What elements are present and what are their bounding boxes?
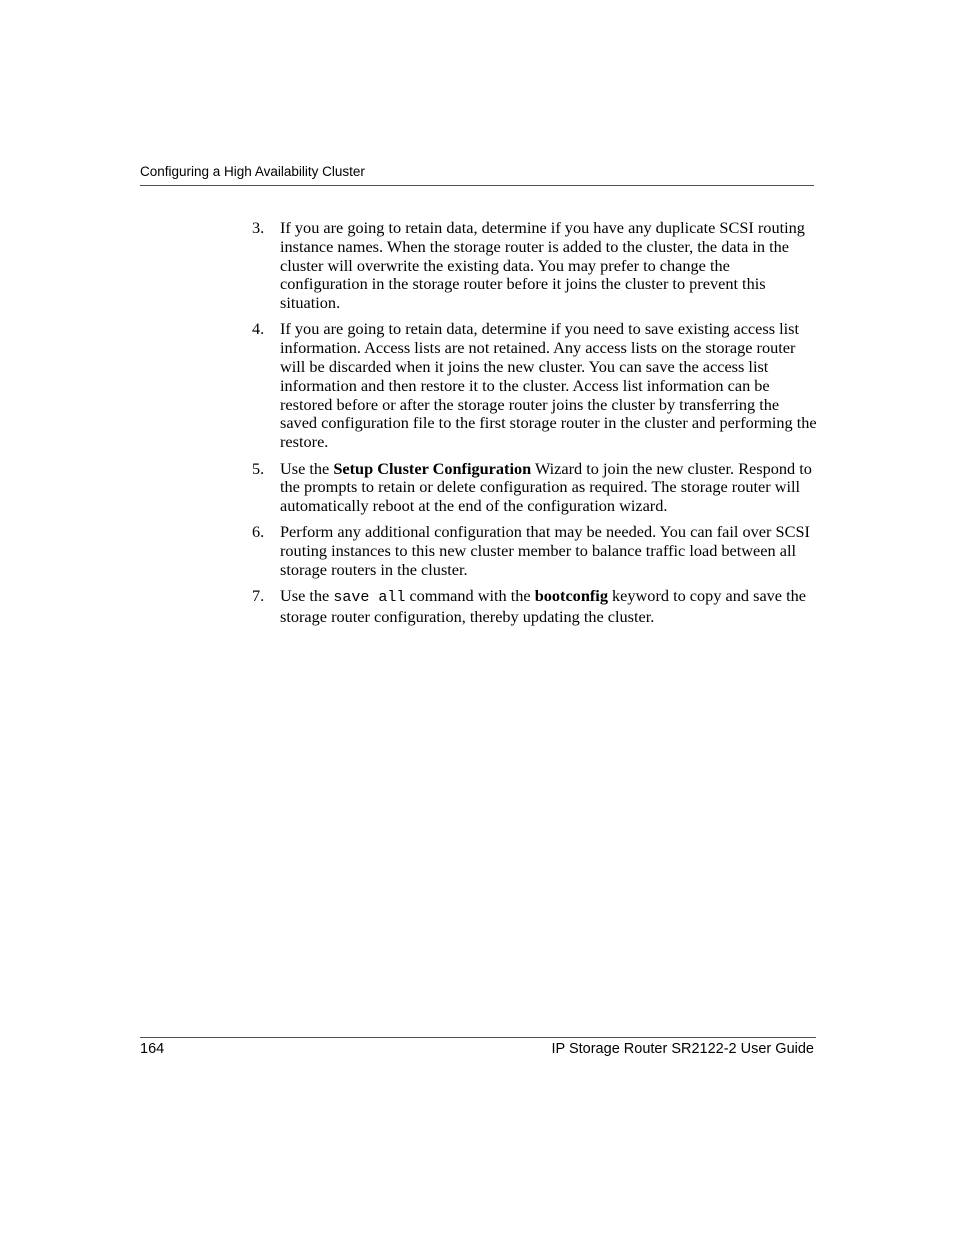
command-code: save all (333, 589, 406, 607)
page-number: 164 (140, 1041, 165, 1057)
step-text (280, 459, 812, 516)
step-number: 6. (252, 522, 265, 542)
step-text-end: Wizard to join the new cluster. Respond to the prompts to retain or delete configuration as required. The storage router will automatically reboot at the end of the configuration wizard. (280, 458, 812, 516)
wizard-name: Setup Cluster Configuration (333, 458, 532, 478)
step-item (250, 460, 820, 516)
step-text (280, 586, 806, 626)
step-number: 7. (252, 586, 265, 606)
section-title: Configuring a High Availability Cluster (140, 164, 365, 179)
step-text-middle: command with the (405, 586, 535, 606)
step-item (250, 587, 820, 627)
keyword: bootconfig (534, 586, 608, 606)
step-text-end: keyword to copy and save the storage router configuration, thereby updating the cluster. (280, 586, 806, 627)
header-divider (140, 185, 814, 186)
procedure-steps (250, 219, 820, 634)
step-item (250, 523, 820, 579)
footer-divider (140, 1037, 816, 1038)
step-text-start: Use the (280, 458, 334, 478)
step-item (250, 320, 820, 452)
running-header (140, 163, 814, 181)
step-text: Perform any additional configuration that may be needed. You can fail over SCSI routing instances to this new cluster member to balance traffic load between all storage routers in the cluster. (280, 522, 810, 580)
step-number: 3. (252, 218, 265, 237)
document-title: IP Storage Router SR2122-2 User Guide (551, 1041, 814, 1057)
step-text-start: Use the (280, 586, 334, 606)
step-number: 5. (252, 458, 265, 478)
step-text: If you are going to retain data, determine if you have any duplicate SCSI routing instance names. When the storage router is added to the cluster, the data in the cluster will overwrite the existing data. You may prefer to change the configuration in the storage router before it joins the cluster to prevent this situation. (280, 218, 805, 313)
step-text: If you are going to retain data, determine if you need to save existing access list information. Access lists are not retained. Any access lists on the storage router will be discarded when it joins the new cluster. You can save the access list information and then restore it to the cluster. Access list information can be restored before or after the storage router joins the cluster by transferring the saved configuration file to the first storage router in the cluster and performing the restore. (280, 319, 817, 452)
step-number: 4. (252, 319, 265, 339)
step-item (250, 219, 820, 313)
